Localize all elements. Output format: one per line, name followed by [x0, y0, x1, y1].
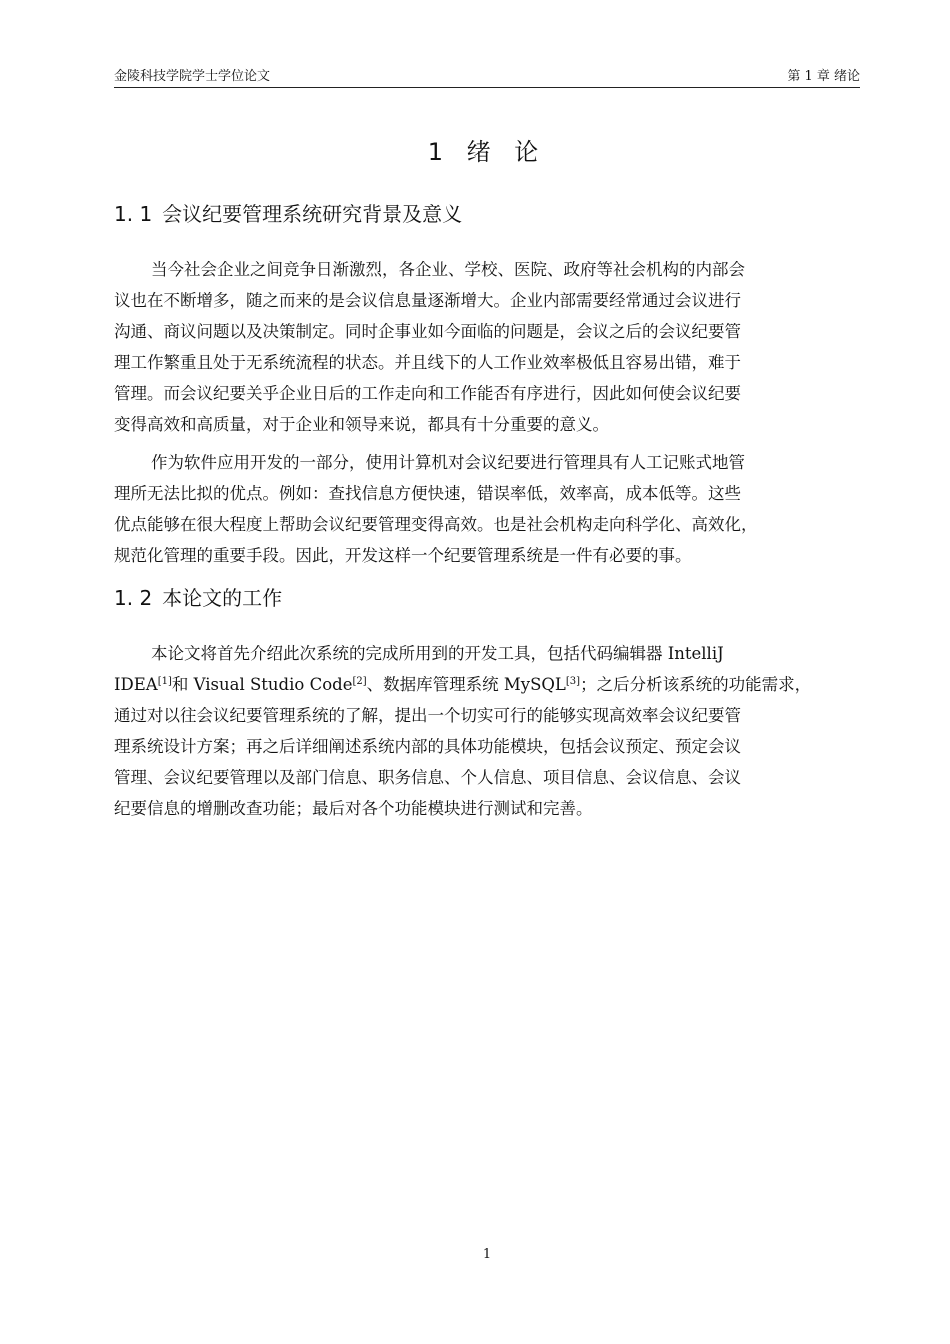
- paragraph-line: 理工作繁重且处于无系统流程的状态。并且线下的人工作业效率极低且容易出错，难于: [114, 353, 741, 372]
- text-run: IDEA: [114, 675, 158, 694]
- section-heading-1-2: [114, 585, 860, 611]
- paragraph-advantages: [114, 447, 860, 571]
- paragraph-line: 规范化管理的重要手段。因此，开发这样一个纪要管理系统是一件有必要的事。: [114, 546, 692, 565]
- paragraph-line: 本论文将首先介绍此次系统的完成所用到的开发工具，包括代码编辑器 IntelliJ: [151, 644, 724, 663]
- paragraph-line-with-citations: [114, 669, 860, 700]
- text-run: 和 Visual Studio Code: [171, 675, 353, 694]
- paragraph-line: 管理。而会议纪要关乎企业日后的工作走向和工作能否有序进行，因此如何使会议纪要: [114, 384, 741, 403]
- citation-ref-3: [3]: [565, 676, 581, 687]
- text-run: 、数据库管理系统 MySQL: [366, 675, 566, 694]
- paragraph-line: 通过对以往会议纪要管理系统的了解，提出一个切实可行的能够实现高效率会议纪要管: [114, 706, 741, 725]
- paragraph-line: 议也在不断增多，随之而来的是会议信息量逐渐增大。企业内部需要经常通过会议进行: [114, 291, 741, 310]
- text-run: ；之后分析该系统的功能需求，: [580, 675, 812, 694]
- citation-ref-1: [1]: [157, 676, 172, 687]
- paragraph-line: 理系统设计方案；再之后详细阐述系统内部的具体功能模块，包括会议预定、预定会议: [114, 737, 741, 756]
- section-number: 1. 1: [114, 202, 153, 226]
- paragraph-line: 当今社会企业之间竞争日渐激烈，各企业、学校、医院、政府等社会机构的内部会: [151, 260, 745, 279]
- paragraph-thesis-work: [114, 638, 860, 824]
- paragraph-line: 沟通、商议问题以及决策制定。同时企事业如今面临的问题是，会议之后的会议纪要管: [114, 322, 741, 341]
- header-thesis-title: 金陵科技学院学士学位论文: [114, 69, 271, 84]
- section-number: 1. 2: [114, 586, 153, 610]
- section-heading-1-1: [114, 201, 860, 227]
- page-number: 1: [482, 1247, 492, 1262]
- section-title-text: 会议纪要管理系统研究背景及意义: [162, 202, 463, 226]
- paragraph-line: 优点能够在很大程度上帮助会议纪要管理变得高效。也是社会机构走向科学化、高效化，: [114, 515, 758, 534]
- chapter-title: 1 绪 论: [427, 138, 547, 166]
- paragraph-line: 变得高效和高质量，对于企业和领导来说，都具有十分重要的意义。: [114, 415, 609, 434]
- paragraph-background: [114, 254, 860, 440]
- paragraph-line: 作为软件应用开发的一部分，使用计算机对会议纪要进行管理具有人工记账式地管: [151, 453, 745, 472]
- paragraph-line: 理所无法比拟的优点。例如：查找信息方便快速，错误率低，效率高，成本低等。这些: [114, 484, 741, 503]
- citation-ref-2: [2]: [352, 676, 367, 687]
- running-header: [114, 68, 860, 88]
- paragraph-line: 纪要信息的增删改查功能；最后对各个功能模块进行测试和完善。: [114, 799, 593, 818]
- section-title-text: 本论文的工作: [162, 586, 283, 610]
- header-chapter-label: 第 1 章 绪论: [787, 69, 860, 84]
- paragraph-line: 管理、会议纪要管理以及部门信息、职务信息、个人信息、项目信息、会议信息、会议: [114, 768, 741, 787]
